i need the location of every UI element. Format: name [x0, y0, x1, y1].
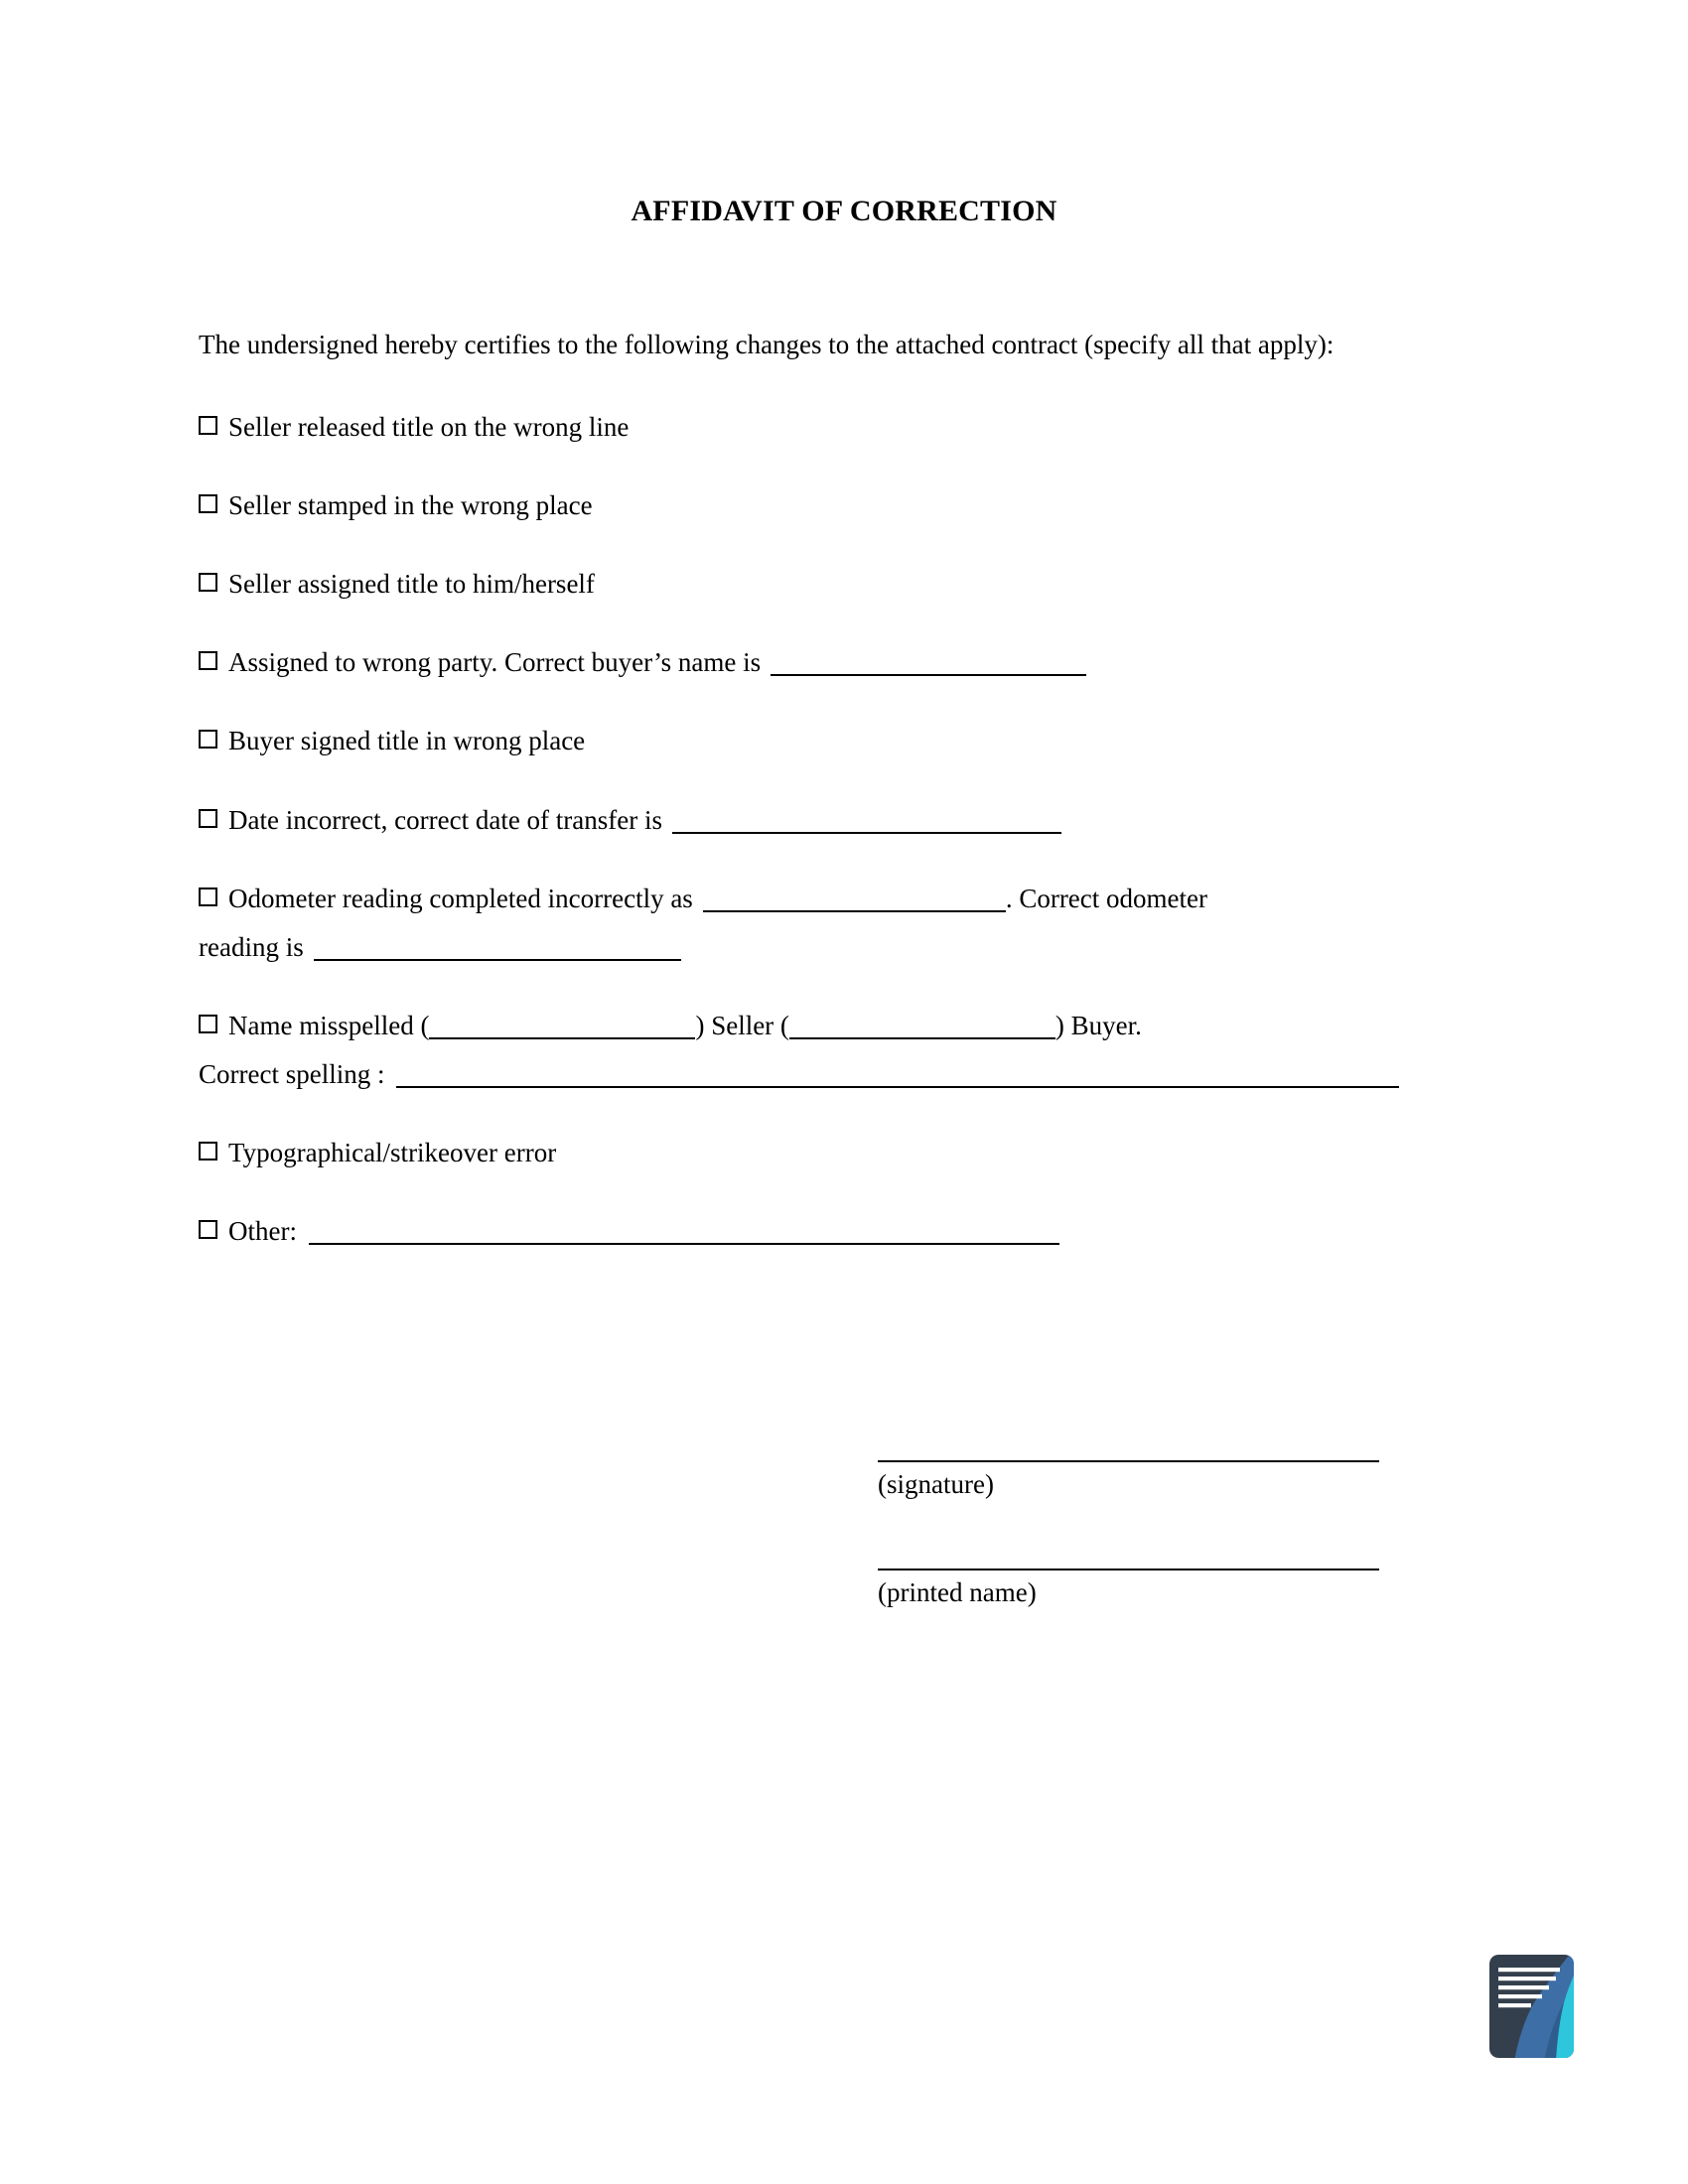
odometer-incorrect-value-blank[interactable]: [703, 909, 1006, 912]
checkbox-icon[interactable]: [199, 1220, 217, 1239]
checkbox-icon[interactable]: [199, 573, 217, 592]
signature-block: [878, 1459, 1384, 1677]
checkbox-item-buyer-signed-wrong-place[interactable]: [199, 724, 1465, 758]
correct-spelling-blank[interactable]: [396, 1085, 1399, 1088]
printed-name-group: [878, 1568, 1384, 1608]
odometer-correct-value-blank[interactable]: [314, 958, 681, 961]
checkbox-item-typographical-strikeover-error[interactable]: [199, 1136, 1465, 1170]
seller-paren-label: ) Seller (: [695, 1010, 789, 1040]
buyer-paren-label: ) Buyer.: [1055, 1010, 1142, 1040]
checkbox-item-odometer-incorrect[interactable]: [199, 882, 1465, 965]
checkbox-item-date-incorrect[interactable]: [199, 803, 1465, 838]
signature-caption: (signature): [878, 1469, 994, 1499]
checkbox-item-label: Name misspelled (: [228, 1010, 430, 1040]
transfer-date-blank[interactable]: [672, 831, 1061, 834]
checkbox-item-label: Seller stamped in the wrong place: [228, 490, 593, 521]
buyer-name-misspelled-blank[interactable]: [789, 1036, 1055, 1039]
checkbox-item-seller-assigned-title-to-self[interactable]: [199, 567, 1465, 602]
seller-name-blank[interactable]: [429, 1036, 695, 1039]
checkbox-icon[interactable]: [199, 1142, 217, 1160]
checkbox-item-label: Seller assigned title to him/herself: [228, 569, 595, 600]
printed-name-line[interactable]: [878, 1568, 1379, 1570]
other-blank[interactable]: [309, 1242, 1059, 1245]
intro-paragraph: The undersigned hereby certifies to the following changes to the attached contract (specify all that apply):: [199, 330, 1335, 359]
signature-line[interactable]: [878, 1459, 1379, 1462]
checkbox-icon[interactable]: [199, 416, 217, 435]
checkbox-item-label: Date incorrect, correct date of transfer is: [228, 804, 663, 835]
checkbox-item-name-misspelled[interactable]: [199, 1009, 1465, 1092]
odometer-item-label-mid: . Correct odometer: [1005, 883, 1207, 913]
correct-spelling-label: Correct spelling :: [199, 1058, 385, 1089]
checkbox-icon[interactable]: [199, 1015, 217, 1033]
checkbox-item-seller-released-title-wrong-line[interactable]: [199, 410, 1465, 445]
checkbox-item-label: Seller released title on the wrong line: [228, 412, 630, 443]
checkbox-icon[interactable]: [199, 887, 217, 906]
signature-group: [878, 1459, 1384, 1500]
checkbox-item-other[interactable]: [199, 1214, 1465, 1249]
checkbox-item-label: Odometer reading completed incorrectly as: [228, 883, 693, 913]
checkbox-icon[interactable]: [199, 651, 217, 670]
checkbox-item-label: Typographical/strikeover error: [228, 1138, 557, 1168]
checkbox-item-label: Assigned to wrong party. Correct buyer’s name is: [228, 647, 762, 678]
buyer-name-blank[interactable]: [771, 673, 1086, 676]
checkbox-icon[interactable]: [199, 494, 217, 513]
form-body: [199, 328, 1465, 1293]
printed-name-caption: (printed name): [878, 1577, 1037, 1608]
checkbox-item-seller-stamped-wrong-place[interactable]: [199, 488, 1465, 523]
checkbox-icon[interactable]: [199, 730, 217, 749]
document-logo-icon: [1484, 1951, 1579, 2062]
odometer-item-label-continued: reading is: [199, 931, 304, 962]
checkbox-item-label: Other:: [228, 1216, 297, 1247]
page-title: AFFIDAVIT OF CORRECTION: [631, 195, 1057, 227]
document-logo: [1484, 1951, 1579, 2062]
checkbox-item-assigned-wrong-party[interactable]: [199, 645, 1465, 680]
checkbox-icon[interactable]: [199, 809, 217, 828]
checkbox-item-label: Buyer signed title in wrong place: [228, 726, 586, 756]
